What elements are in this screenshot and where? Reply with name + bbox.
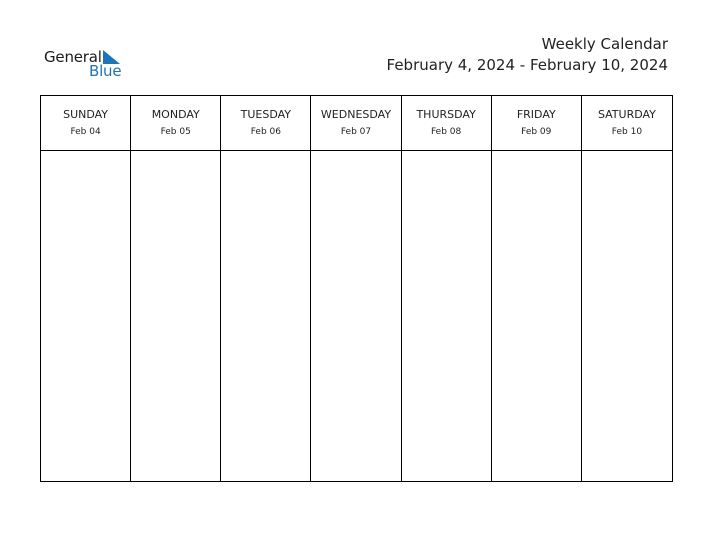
day-cell-wednesday[interactable]: [311, 151, 401, 481]
day-header-monday: [131, 96, 221, 151]
logo-text-general: General: [44, 48, 102, 66]
day-header-sunday: [41, 96, 131, 151]
day-name: SATURDAY: [597, 108, 656, 121]
day-date: Feb 09: [521, 127, 552, 137]
day-date: Feb 04: [70, 127, 101, 137]
day-name: WEDNESDAY: [320, 108, 392, 121]
day-name: TUESDAY: [240, 108, 292, 121]
day-cell-saturday[interactable]: [582, 151, 672, 481]
day-date: Feb 06: [250, 127, 281, 137]
day-name: SUNDAY: [63, 108, 109, 121]
day-date: Feb 08: [431, 127, 462, 137]
day-date: Feb 10: [611, 127, 643, 137]
day-cell-sunday[interactable]: [41, 151, 131, 481]
generalblue-logo: [44, 46, 134, 82]
day-cell-monday[interactable]: [131, 151, 221, 481]
logo-text-blue: Blue: [89, 62, 122, 80]
day-header-thursday: [402, 96, 492, 151]
day-name: MONDAY: [151, 108, 200, 121]
day-name: THURSDAY: [416, 108, 476, 121]
calendar-header: [387, 34, 668, 76]
day-header-friday: [492, 96, 582, 151]
day-header-saturday: [582, 96, 672, 151]
page-title: Weekly Calendar: [541, 35, 668, 53]
weekly-calendar-grid: [40, 95, 673, 482]
day-cell-friday[interactable]: [492, 151, 582, 481]
day-date: Feb 05: [160, 127, 191, 137]
day-name: FRIDAY: [516, 108, 556, 121]
day-date: Feb 07: [340, 127, 372, 137]
day-cell-thursday[interactable]: [402, 151, 492, 481]
day-header-wednesday: [311, 96, 401, 151]
day-header-tuesday: [221, 96, 311, 151]
date-range: February 4, 2024 - February 10, 2024: [386, 56, 668, 74]
day-cell-tuesday[interactable]: [221, 151, 311, 481]
